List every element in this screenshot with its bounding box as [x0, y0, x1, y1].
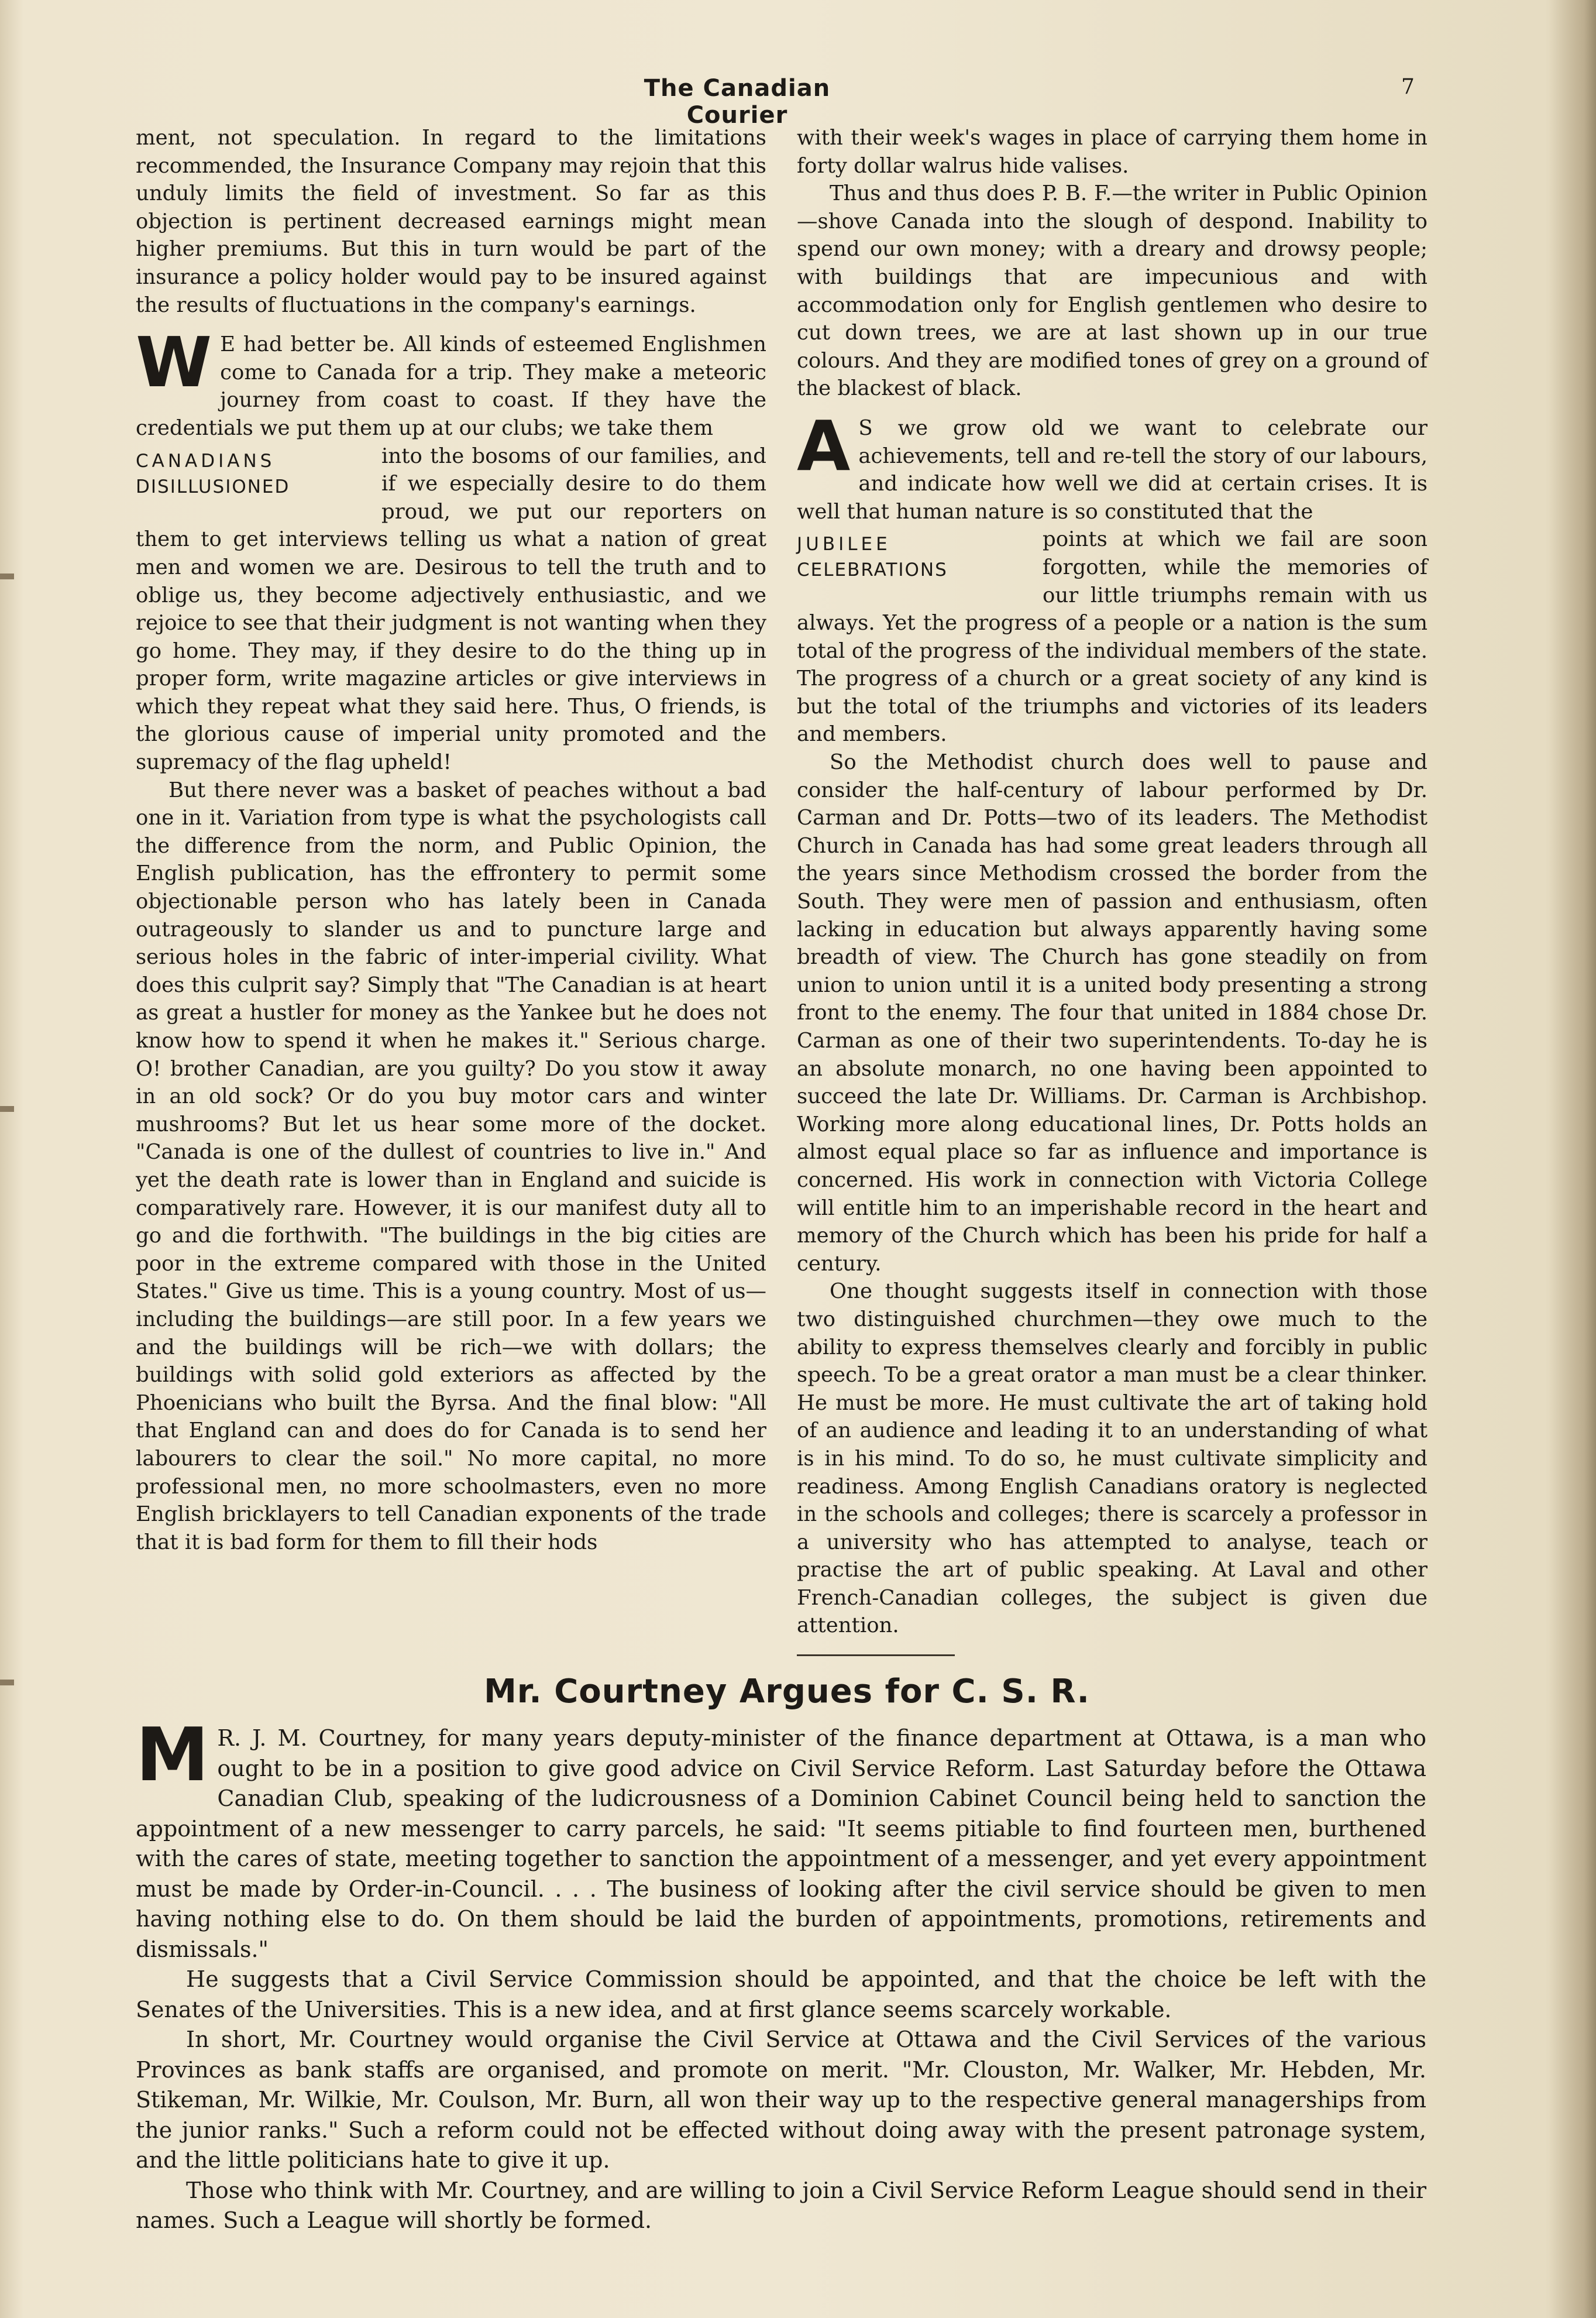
margin-mark [0, 574, 14, 579]
drop-cap: A [797, 405, 851, 486]
section-disillusioned-lead: W E had better be. All kinds of esteemed Englishmen come to Canada for a trip. They make a meteoric journey from coast to coast. If they have the credentials we put them up at our clubs; we take them [136, 322, 766, 440]
paragraph: So the Methodist church does well to pause and consider the half-century of labour performed by Dr. Carman and Dr. Potts—two of its leaders. The Methodist Church in Canada has had some great leaders through all the years since Methodism crossed the border from the South. They were men of passion and enthusiasm, often lacking in education but always apparently having some breadth of view. The Church has gone steadily on from union to union until it is a united body presenting a strong front to the enemy. The four that united in 1884 chose Dr. Carman as one of their two superintendents. To-day he is an absolute monarch, no one having been appointed to succeed the late Dr. Williams. Dr. Carman is Archbishop. Working more along educational lines, Dr. Potts holds an almost equal place so far as influence and importance is concerned. His work in connection with Victoria College will entitle him to an imperishable record in the heart and memory of the Church which has been his pride for half a century. [797, 750, 1428, 1276]
paragraph: He suggests that a Civil Service Commission should be appointed, and that the choice be left with the Senates of the Universities. This is a new idea, and at first glance seems scarcely workable. [136, 1966, 1426, 2022]
paragraph: ment, not speculation. In regard to the limitations recommended, the Insurance Company may rejoin that this unduly limits the field of investment. So far as this objection is pertinent decreased earnings might mean higher premiums. But this in turn would be part of the insurance a policy holder would pay to be insured against the results of fluctuations in the company's earnings. [136, 126, 766, 317]
drop-cap: M [136, 1712, 209, 1798]
margin-mark [0, 1106, 14, 1112]
paragraph: In short, Mr. Courtney would organise the Civil Service at Ottawa and the Civil Services of the various Provinces as bank staffs are organised, and promote on merit. "Mr. Clouston, Mr. Walker, Mr. Hebden, Mr. Stikeman, Mr. Wilkie, Mr. Coulson, Mr. Burn, all won their way up to the respective general managerships from the junior ranks." Such a reform could not be effected without doing away with the present patronage system, and the little politicians hate to give it up. [136, 2027, 1426, 2173]
section-jubilee-body: JUBILEE CELEBRATIONS points at which we fail are soon forgotten, while the memories of our little triumphs remain with us always. Yet the progress of a people or a nation is the sum total of the progress of the individual members of the state. The progress of a church or a great society of any kind is but the total of the triumphs and victories of its leaders and members. [797, 527, 1428, 747]
running-head: The Canadian Courier [644, 75, 831, 129]
side-heading: JUBILEE CELEBRATIONS [797, 534, 948, 581]
left-column [136, 124, 766, 1556]
page-edge-shadow [1549, 0, 1596, 2318]
paragraph: with their week's wages in place of carrying them home in forty dollar walrus hide valises. [797, 126, 1428, 178]
right-column [797, 124, 1428, 1640]
article-body [136, 1712, 1426, 2236]
drop-cap: W [136, 322, 212, 403]
paragraph: Thus and thus does P. B. F.—the writer in Public Opinion—shove Canada into the slough of despond. Inability to spend our own money; with a dreary and drowsy people; with buildings that are impecunious and with accommodation only for English gentlemen who desire to cut down trees, we are at last shown up in our true colours. And they are modified tones of grey on a ground of the blackest of black. [797, 181, 1428, 401]
paragraph: Those who think with Mr. Courtney, and are willing to join a Civil Service Reform League should send in their names. Such a League will shortly be formed. [136, 2177, 1426, 2233]
paragraph: But there never was a basket of peaches without a bad one in it. Variation from type is what the psychologists call the difference from the norm, and Public Opinion, the English publication, has the effrontery to permit some objectionable person who has lately been in Canada outrageously to slander us and to puncture large and serious holes in the fabric of inter-imperial civility. What does this culprit say? Simply that "The Canadian is at heart as great a hustler for money as the Yankee but he does not know how to spend it when he makes it." Serious charge. O! brother Canadian, are you guilty? Do you stow it away in an old sock? Or do you buy motor cars and winter mushrooms? But let us hear some more of the docket. "Canada is one of the dullest of countries to live in." And yet the death rate is lower than in England and suicide is comparatively rare. However, it is our manifest duty all to go and die forthwith. "The buildings in the big cities are poor in the extreme compared with those in the United States." Give us time. This is a young country. Most of us—including the buildings—are still poor. In a few years we and the buildings will be rich—we with dollars; the buildings with solid gold exteriors as affected by the Phoenicians who built the Byrsa. And the final blow: "All that England can and does do for Canada is to send her labourers to clear the soil." No more capital, no more professional men, no more schoolmasters, even no more English bricklayers to tell Canadian exponents of the trade that it is bad form for them to fill their hods [136, 778, 766, 1554]
margin-mark [0, 1680, 14, 1685]
column-divider-rule [797, 1654, 955, 1656]
article-lead: M R. J. M. Courtney, for many years deputy-minister of the finance department at Ottawa, is a man who ought to be in a position to give good advice on Civil Service Reform. Last Saturday before the Ottawa Canadian Club, speaking of the ludicrousness of a Dominion Cabinet Council being held to sanction the appointment of a new messenger to carry parcels, he said: "It seems pitiable to find fourteen men, burthened with the cares of state, meeting together to sanction the appointment of a messenger, and yet every appointment must be made by Order-in-Council. . . . The business of looking after the civil service should be given to men having nothing else to do. On them should be laid the burden of appointments, promotions, retirements and dismissals." [136, 1712, 1426, 1962]
paragraph: One thought suggests itself in connection with those two distinguished churchmen—they owe much to the ability to express themselves clearly and forcibly in public speech. To be a great orator a man must be a clear thinker. He must be more. He must cultivate the art of taking hold of an audience and leading it to an understanding of what is in his mind. To do so, he must cultivate simplicity and readiness. Among English Canadians oratory is neglected in the schools and colleges; there is scarcely a professor in a university who has attempted to analyse, teach or practise the art of public speaking. At Laval and other French-Canadian colleges, the subject is given due attention. [797, 1279, 1428, 1638]
article-title: Mr. Courtney Argues for C. S. R. [484, 1673, 1090, 1711]
section-disillusioned-body: CANADIANS DISILLUSIONED into the bosoms of our families, and if we especially desire to do them proud, we put our reporters on them to get interviews telling us what a nation of great men and women we are. Desirous to tell the truth and to oblige us, they become adjectively enthusiastic, and we rejoice to see that their judgment is not wanting when they go home. They may, if they desire to do the thing up in proper form, write magazine articles or give interviews in which they repeat what they said here. Thus, O friends, is the glorious cause of imperial unity promoted and the supremacy of the flag upheld! [136, 444, 766, 775]
section-jubilee-lead: A S we grow old we want to celebrate our achievements, tell and re-tell the story of our labours, and indicate how well we did at certain crises. It is well that human nature is so constituted that the [797, 405, 1428, 524]
side-heading: CANADIANS DISILLUSIONED [136, 450, 290, 497]
page-number: 7 [1401, 75, 1415, 99]
